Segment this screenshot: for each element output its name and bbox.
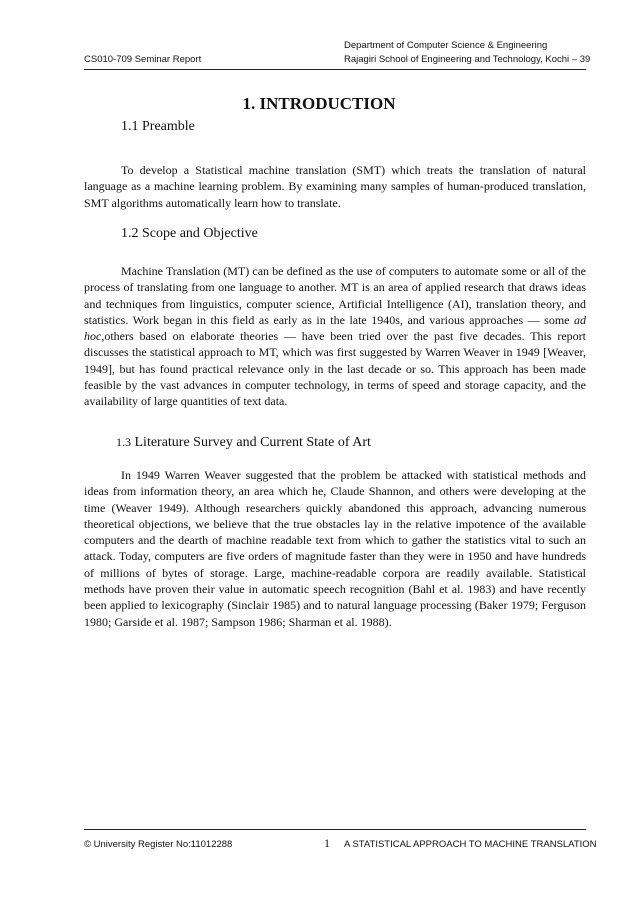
footer-report-title: A STATISTICAL APPROACH TO MACHINE TRANSLATION — [344, 839, 597, 850]
preamble-text: To develop a Statistical machine translation (SMT) which treats the translation of natural language as a machine learning problem. By examining many samples of human-produced translation, SMT algorithms automatically learn how to translate. — [84, 163, 586, 210]
footer-register-number: © University Register No:11012288 — [84, 839, 233, 850]
paragraph-scope — [84, 263, 586, 410]
paragraph-literature — [84, 467, 586, 630]
footer-page-number: 1 — [324, 836, 330, 850]
scope-text-italic: ad hoc — [84, 312, 586, 344]
section-heading-scope: 1.2 Scope and Objective — [121, 226, 258, 241]
header-rule — [84, 69, 586, 70]
literature-heading-text: Literature Survey and Current State of Art — [131, 435, 371, 450]
scope-text — [84, 263, 586, 410]
section-heading-preamble: 1.1 Preamble — [121, 119, 195, 134]
footer-rule — [84, 829, 586, 830]
literature-heading-number: 1.3 — [116, 435, 131, 449]
header-institution: Rajagiri School of Engineering and Technology, Kochi – 39 — [344, 54, 591, 65]
header-course-title: CS010-709 Seminar Report — [84, 54, 202, 65]
section-heading-literature — [116, 435, 371, 451]
literature-text: In 1949 Warren Weaver suggested that the problem be attacked with statistical methods and ideas from information theory, an area which he, Claude Shannon, and others were developing at the time (Weaver 1949). Although researchers quickly abandoned this approach, advancing numerous theoretical objections, we believe that the true obstacles lay in the relative impotence of the available computers and the dearth of machine readable text from which to gather the statistics vital to such an attack. Today, computers are five orders of magnitude faster than they were in 1950 and have hundreds of millions of bytes of storage. Large, machine-readable corpora are readily available. Statistical methods have proven their value in automatic speech recognition (Bahl et al. 1983) and have recently been applied to lexicography (Sinclair 1985) and to natural language processing (Baker 1979; Ferguson 1980; Garside et al. 1987; Sampson 1986; Sharman et al. 1988). — [84, 468, 586, 629]
scope-text-part1: Machine Translation (MT) can be defined as the use of computers to automate some or all of the process of translating from one language to another. MT is an area of applied research that draws ideas and techniques from linguistics, computer science, Artificial Intelligence (AI), translation theory, and statistics. Work began in this field as early as in the late 1940s, and various approaches — some — [84, 264, 586, 327]
chapter-title: 1. INTRODUCTION — [242, 94, 396, 113]
header-department: Department of Computer Science & Engineering — [344, 40, 548, 51]
paragraph-preamble — [84, 162, 586, 211]
scope-text-part2: ,others based on elaborate theories — have been tried over the past five decades. This report discusses the statistical approach to MT, which was first suggested by Warren Weaver in 1949 [Weaver, 1949], but has found practical relevance only in the last decade or so. This approach has been made feasible by the vast advances in computer technology, in terms of speed and storage capacity, and the availability of large quantities of text data. — [84, 329, 586, 409]
